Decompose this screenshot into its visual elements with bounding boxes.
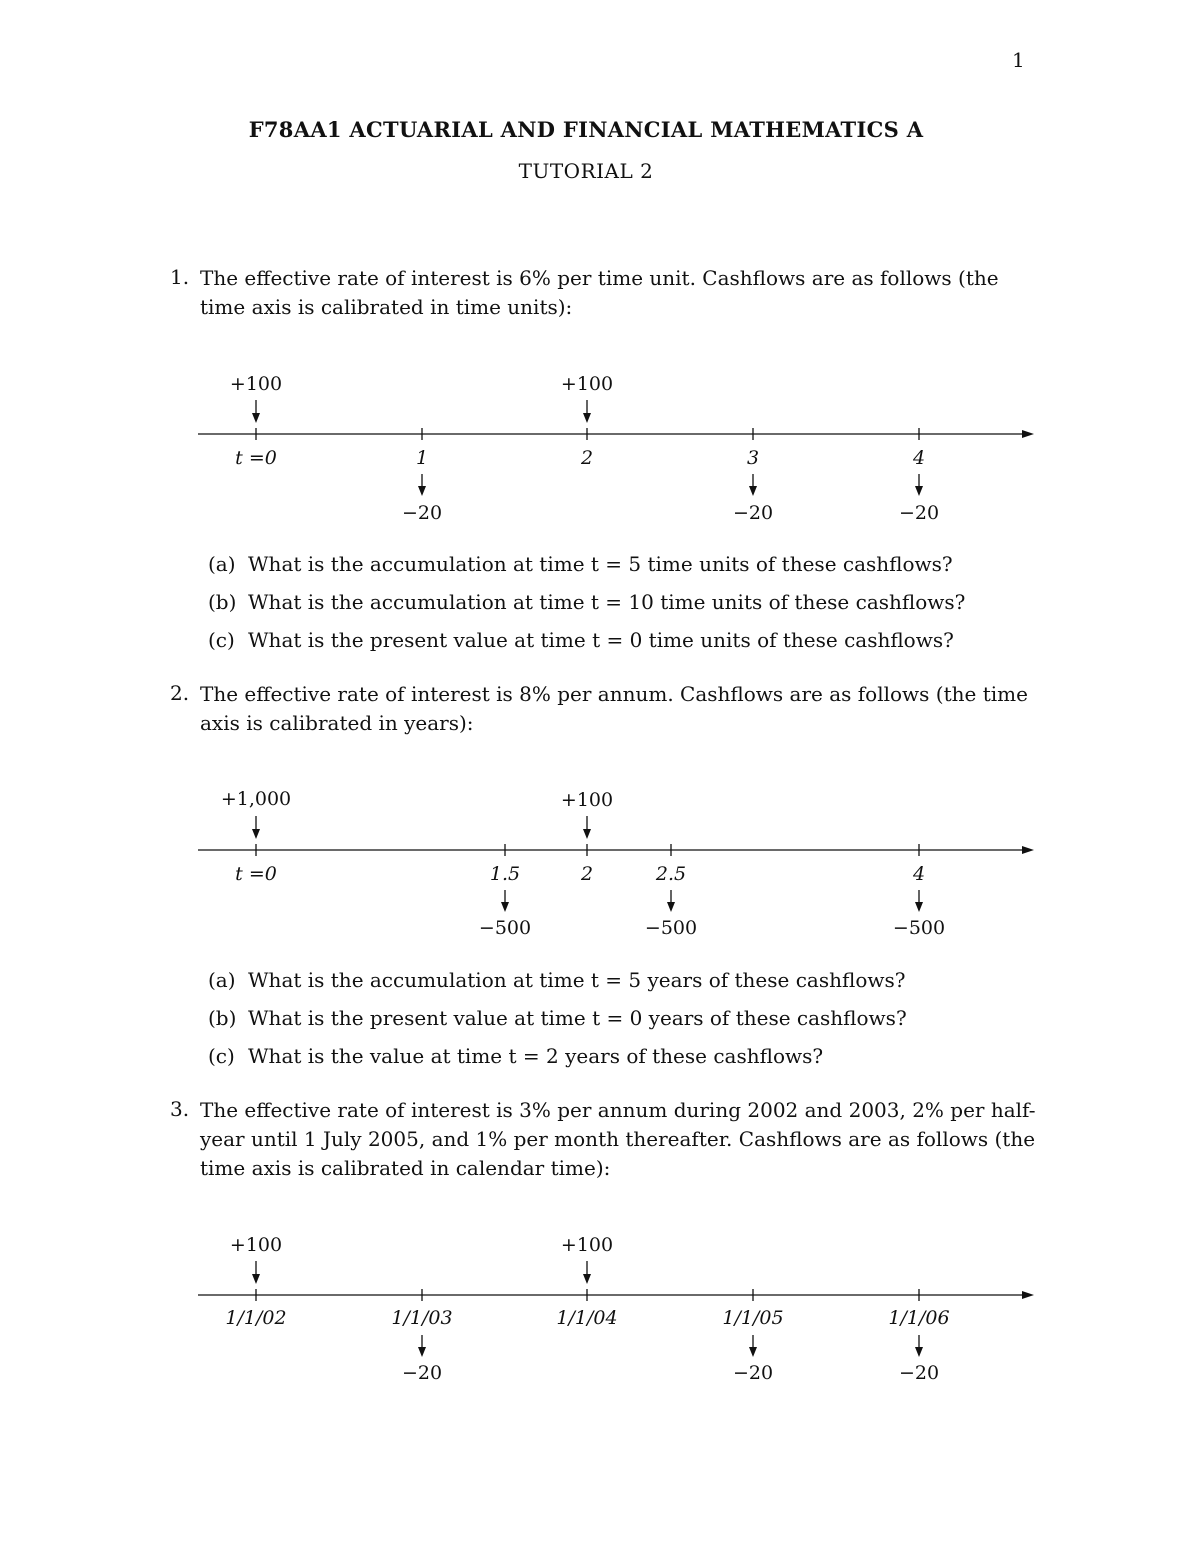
tick-label: 3	[746, 447, 760, 469]
cashflow-out-arrowhead	[915, 486, 923, 496]
timeline-arrowhead	[1022, 1291, 1034, 1299]
problem-1-question-c	[208, 628, 954, 652]
page-number: 1	[1012, 48, 1025, 72]
problem-2-question-c	[208, 1044, 823, 1068]
question-text: What is the accumulation at time t = 5 years of these cashflows?	[248, 968, 906, 992]
cashflow-out-arrowhead	[915, 902, 923, 912]
cashflow-out-label: −500	[644, 917, 698, 939]
cashflow-in-arrowhead	[252, 413, 260, 423]
cashflow-out-label: −20	[898, 502, 940, 524]
tick-label: 2	[580, 863, 594, 885]
cashflow-out-arrowhead	[749, 486, 757, 496]
cashflow-in-label: +100	[229, 373, 283, 395]
question-text: What is the present value at time t = 0 years of these cashflows?	[248, 1006, 907, 1030]
cashflow-in-label: +1,000	[220, 788, 292, 810]
question-text: What is the accumulation at time t = 5 time units of these cashflows?	[248, 552, 953, 576]
question-text: What is the present value at time t = 0 time units of these cashflows?	[248, 628, 954, 652]
cashflow-out-arrowhead	[915, 1347, 923, 1357]
timeline-arrowhead	[1022, 430, 1034, 438]
question-label: (c)	[208, 628, 235, 652]
problem-1-text: The effective rate of interest is 6% per time unit. Cashflows are as follows (the time axis is calibrated in time units):	[200, 266, 999, 319]
question-label: (c)	[208, 1044, 235, 1068]
problem-3-timeline	[0, 1221, 1200, 1396]
cashflow-out-label: −500	[892, 917, 946, 939]
cashflow-in-arrowhead	[583, 1274, 591, 1284]
problem-2-question-b	[208, 1006, 907, 1030]
cashflow-in-label: +100	[560, 1234, 614, 1256]
timeline-arrowhead	[1022, 846, 1034, 854]
tick-label: 1/1/02	[225, 1307, 287, 1329]
problem-2-text: The effective rate of interest is 8% per annum. Cashflows are as follows (the time axis is calibrated in years):	[200, 682, 1028, 735]
question-label: (b)	[208, 1006, 237, 1030]
problem-2-question-a	[208, 968, 905, 992]
cashflow-in-arrowhead	[252, 1274, 260, 1284]
cashflow-out-arrowhead	[667, 902, 675, 912]
tick-label: 1/1/03	[391, 1307, 453, 1329]
tick-label: 2.5	[655, 863, 687, 885]
tick-label: 1/1/06	[888, 1307, 950, 1329]
tick-label: 4	[912, 863, 926, 885]
tick-label: 2	[580, 447, 594, 469]
document-title: F78AA1 ACTUARIAL AND FINANCIAL MATHEMATICS A	[248, 117, 924, 142]
problem-2-timeline	[0, 776, 1200, 951]
question-label: (a)	[208, 552, 236, 576]
tick-label: t =0	[235, 863, 277, 885]
cashflow-out-arrowhead	[749, 1347, 757, 1357]
question-text: What is the value at time t = 2 years of these cashflows?	[248, 1044, 824, 1068]
cashflow-out-label: −20	[401, 1362, 443, 1384]
tick-label: 1.5	[489, 863, 521, 885]
cashflow-out-label: −20	[732, 502, 774, 524]
cashflow-out-arrowhead	[418, 1347, 426, 1357]
question-text: What is the accumulation at time t = 10 time units of these cashflows?	[248, 590, 966, 614]
cashflow-out-label: −500	[478, 917, 532, 939]
tick-label: t =0	[235, 447, 277, 469]
cashflow-in-arrowhead	[583, 413, 591, 423]
problem-1-question-b	[208, 590, 965, 614]
cashflow-out-label: −20	[401, 502, 443, 524]
cashflow-out-label: −20	[898, 1362, 940, 1384]
cashflow-in-label: +100	[229, 1234, 283, 1256]
problem-3-text: The effective rate of interest is 3% per annum during 2002 and 2003, 2% per half-year until 1 July 2005, and 1% per month thereafter. Cashflows are as follows (the time axis is calibrated in calendar time):	[200, 1098, 1036, 1180]
problem-1-timeline	[0, 360, 1200, 535]
cashflow-in-label: +100	[560, 789, 614, 811]
question-label: (a)	[208, 968, 236, 992]
document-subtitle: TUTORIAL 2	[518, 159, 654, 183]
problem-1-number: 1.	[170, 265, 190, 289]
cashflow-in-arrowhead	[583, 829, 591, 839]
tick-label: 1/1/04	[556, 1307, 618, 1329]
tick-label: 1	[415, 447, 429, 469]
tick-label: 4	[912, 447, 926, 469]
problem-3-number: 3.	[170, 1097, 190, 1121]
question-label: (b)	[208, 590, 237, 614]
cashflow-in-arrowhead	[252, 829, 260, 839]
problem-2-number: 2.	[170, 681, 190, 705]
cashflow-in-label: +100	[560, 373, 614, 395]
cashflow-out-arrowhead	[501, 902, 509, 912]
tick-label: 1/1/05	[722, 1307, 784, 1329]
problem-1-question-a	[208, 552, 953, 576]
cashflow-out-arrowhead	[418, 486, 426, 496]
cashflow-out-label: −20	[732, 1362, 774, 1384]
